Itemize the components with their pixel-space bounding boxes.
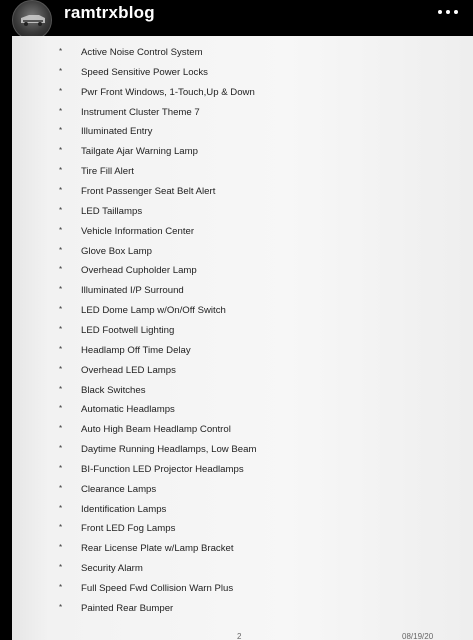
feature-label: Illuminated Entry (81, 126, 153, 138)
feature-label: Active Noise Control System (81, 47, 203, 58)
bullet-marker: * (59, 166, 63, 176)
bullet-marker: * (59, 245, 63, 255)
feature-label: LED Taillamps (81, 205, 143, 217)
feature-label: Clearance Lamps (81, 483, 157, 495)
avatar[interactable] (12, 0, 52, 40)
bullet-marker: * (59, 602, 63, 612)
bullet-marker: * (59, 583, 63, 592)
bullet-marker: * (59, 205, 63, 215)
document-page (12, 36, 473, 640)
feature-label: LED Dome Lamp w/On/Off Switch (81, 305, 226, 317)
feature-label: Pwr Front Windows, 1-Touch,Up & Down (81, 86, 255, 98)
post-header (0, 0, 473, 40)
feature-label: Overhead Cupholder Lamp (81, 265, 197, 277)
feature-label: Security Alarm (81, 563, 143, 575)
bullet-marker: * (59, 324, 63, 334)
bullet-marker: * (59, 66, 63, 76)
bullet-marker: * (59, 126, 63, 136)
bullet-marker: * (59, 424, 63, 434)
bullet-marker: * (59, 404, 63, 414)
bullet-marker: * (59, 47, 63, 56)
feature-label: Vehicle Information Center (81, 225, 195, 237)
truck-logo-icon (13, 1, 52, 40)
username[interactable]: ramtrxblog (64, 3, 155, 22)
feature-label: Identification Lamps (81, 503, 167, 515)
bullet-marker: * (59, 225, 63, 235)
feature-label: Front LED Fog Lamps (81, 523, 176, 535)
feature-label: Daytime Running Headlamps, Low Beam (81, 444, 257, 455)
bullet-marker: * (59, 483, 63, 493)
bullet-marker: * (59, 344, 63, 354)
feature-label: Instrument Cluster Theme 7 (81, 106, 200, 118)
bullet-marker: * (59, 523, 63, 533)
feature-label: Rear License Plate w/Lamp Bracket (81, 543, 234, 555)
bullet-marker: * (59, 106, 63, 116)
bullet-marker: * (59, 463, 63, 473)
feature-label: Full Speed Fwd Collision Warn Plus (81, 583, 234, 594)
feature-label: BI-Function LED Projector Headlamps (81, 463, 244, 475)
bullet-marker: * (59, 543, 63, 553)
bullet-marker: * (59, 265, 63, 275)
feature-label: Tailgate Ajar Warning Lamp (81, 146, 198, 158)
feature-label: Black Switches (81, 384, 146, 396)
bullet-marker: * (59, 364, 63, 374)
bullet-marker: * (59, 503, 63, 513)
feature-label: Painted Rear Bumper (81, 602, 174, 614)
bullet-marker: * (59, 444, 63, 453)
bullet-marker: * (59, 146, 63, 156)
bullet-marker: * (59, 384, 63, 394)
bullet-marker: * (59, 563, 63, 573)
feature-label: Tire Fill Alert (81, 166, 134, 178)
bullet-marker: * (59, 186, 63, 195)
document-date: 08/19/20 (402, 632, 434, 640)
bullet-marker: * (59, 86, 63, 96)
feature-label: Auto High Beam Headlamp Control (81, 424, 231, 436)
bullet-marker: * (59, 285, 63, 295)
feature-label: Illuminated I/P Surround (81, 285, 184, 297)
feature-label: Automatic Headlamps (81, 404, 175, 416)
feature-label: Glove Box Lamp (81, 245, 152, 257)
page-number: 2 (237, 632, 242, 640)
feature-label: Front Passenger Seat Belt Alert (81, 186, 216, 197)
feature-label: LED Footwell Lighting (81, 324, 175, 336)
bullet-marker: * (59, 305, 63, 315)
more-options-icon[interactable] (433, 0, 463, 24)
feature-label: Headlamp Off Time Delay (81, 344, 191, 356)
feature-label: Speed Sensitive Power Locks (81, 66, 208, 78)
feature-label: Overhead LED Lamps (81, 364, 176, 376)
